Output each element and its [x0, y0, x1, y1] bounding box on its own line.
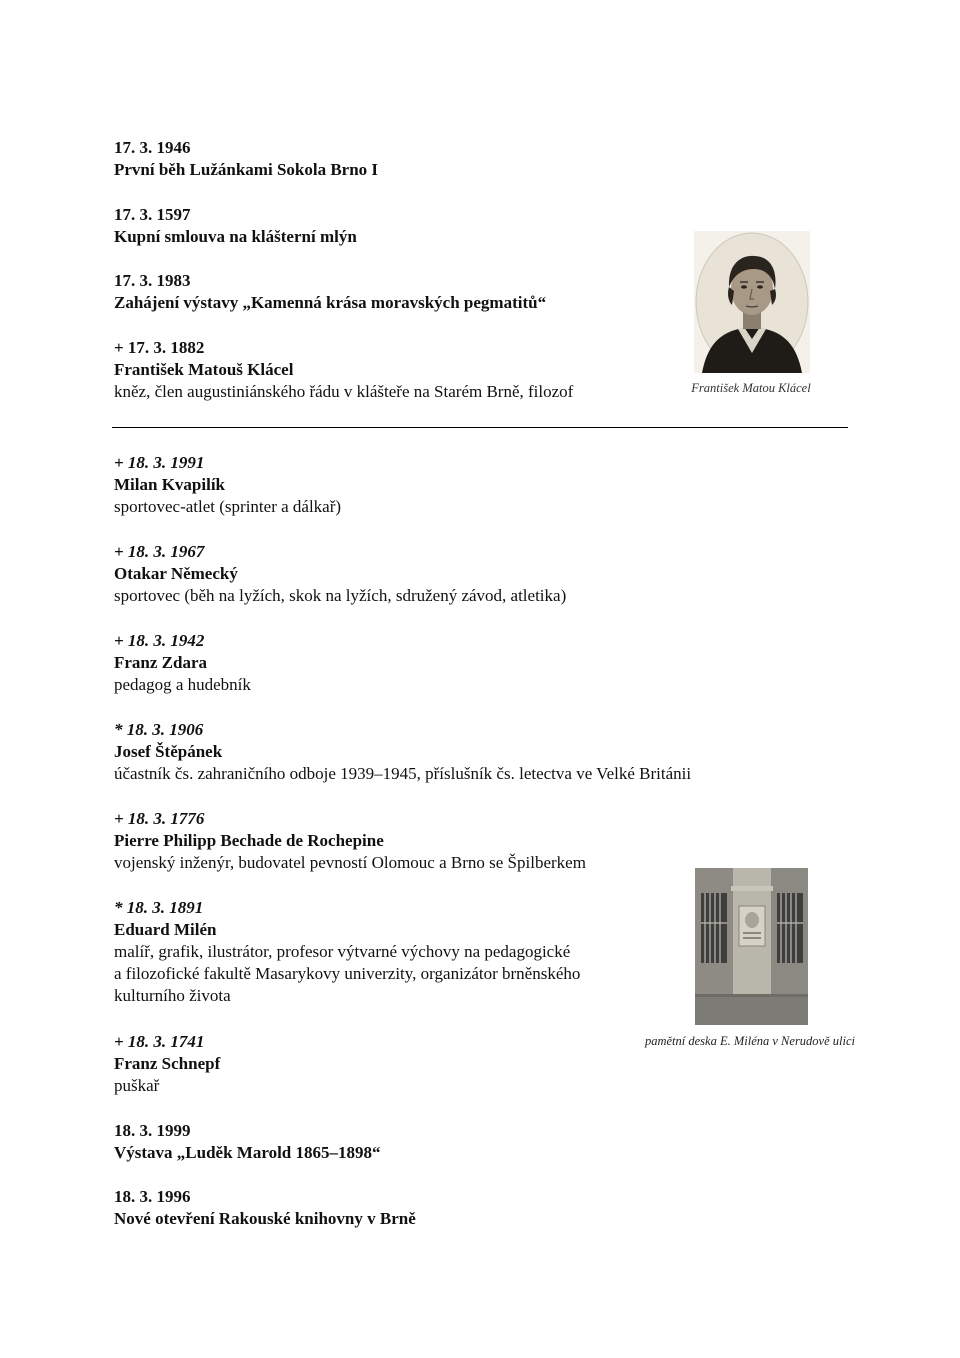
entry-title: Výstava „Luděk Marold 1865–1898“: [114, 1143, 381, 1162]
calendar-entry: [114, 808, 874, 874]
entry-title: František Matouš Klácel: [114, 360, 294, 379]
entry-description-line: sportovec (běh na lyžích, skok na lyžích, sdružený závod, atletika): [114, 586, 567, 605]
calendar-entry: [114, 719, 874, 785]
entry-description-line: kněz, člen augustiniánského řádu v klášteře na Starém Brně, filozof: [114, 382, 574, 401]
entry-date: 17. 3. 1597: [114, 205, 191, 224]
entry-title: Kupní smlouva na klášterní mlýn: [114, 227, 357, 246]
entry-date: * 18. 3. 1891: [114, 898, 204, 917]
portrait-caption: František Matou Klácel: [691, 381, 811, 395]
entry-description: [114, 496, 874, 518]
calendar-entry: [114, 630, 874, 696]
entry-date: 17. 3. 1946: [114, 138, 191, 157]
entry-title: První běh Lužánkami Sokola Brno I: [114, 160, 379, 179]
plaque-caption: pamětní deska E. Miléna v Nerudově ulici: [644, 1034, 855, 1048]
entry-description-line: sportovec-atlet (sprinter a dálkař): [114, 497, 342, 516]
entry-description-line: puškař: [114, 1076, 160, 1095]
section-divider: [112, 427, 848, 428]
calendar-entry: [114, 1186, 874, 1230]
entry-description-line: pedagog a hudebník: [114, 675, 251, 694]
calendar-entry: [114, 1031, 874, 1097]
entry-date: + 18. 3. 1942: [114, 631, 205, 650]
portrait-photo: [694, 231, 810, 373]
entry-title: Nové otevření Rakouské knihovny v Brně: [114, 1209, 416, 1228]
entry-description-line: účastník čs. zahraničního odboje 1939–1945, příslušník čs. letectva ve Velké Británii: [114, 764, 692, 783]
entry-title: Franz Zdara: [114, 653, 208, 672]
entry-title: Franz Schnepf: [114, 1054, 221, 1073]
entry-title: Otakar Německý: [114, 564, 238, 583]
entry-description: [114, 585, 874, 607]
calendar-entry: [114, 897, 874, 1007]
entry-description: [114, 1075, 874, 1097]
entry-date: * 18. 3. 1906: [114, 720, 204, 739]
calendar-entry: [114, 541, 874, 607]
entry-title: Zahájení výstavy „Kamenná krása moravských pegmatitů“: [114, 293, 547, 312]
entry-date: + 18. 3. 1967: [114, 542, 205, 561]
entry-description-line: vojenský inženýr, budovatel pevností Olomouc a Brno se Špilberkem: [114, 853, 586, 872]
calendar-entry: [114, 452, 874, 518]
entry-title: Pierre Philipp Bechade de Rochepine: [114, 831, 384, 850]
entry-description-line: malíř, grafik, ilustrátor, profesor výtvarné výchovy na pedagogické: [114, 942, 571, 961]
entry-description-line: a filozofické fakultě Masarykovy univerzity, organizátor brněnského: [114, 964, 581, 983]
entry-date: 17. 3. 1983: [114, 271, 191, 290]
entry-description: [114, 941, 874, 1007]
entry-date: + 18. 3. 1741: [114, 1032, 205, 1051]
entry-title: Josef Štěpánek: [114, 742, 223, 761]
entry-date: + 17. 3. 1882: [114, 338, 205, 357]
entry-date: 18. 3. 1996: [114, 1187, 191, 1206]
entry-date: 18. 3. 1999: [114, 1121, 191, 1140]
entry-date: + 18. 3. 1991: [114, 453, 205, 472]
calendar-entry: [114, 1120, 874, 1164]
entry-date: + 18. 3. 1776: [114, 809, 205, 828]
entry-description-line: kulturního života: [114, 986, 231, 1005]
entry-title: Eduard Milén: [114, 920, 217, 939]
calendar-entry: [114, 137, 874, 181]
entry-description: [114, 674, 874, 696]
entry-title: Milan Kvapilík: [114, 475, 225, 494]
entry-description: [114, 763, 874, 785]
